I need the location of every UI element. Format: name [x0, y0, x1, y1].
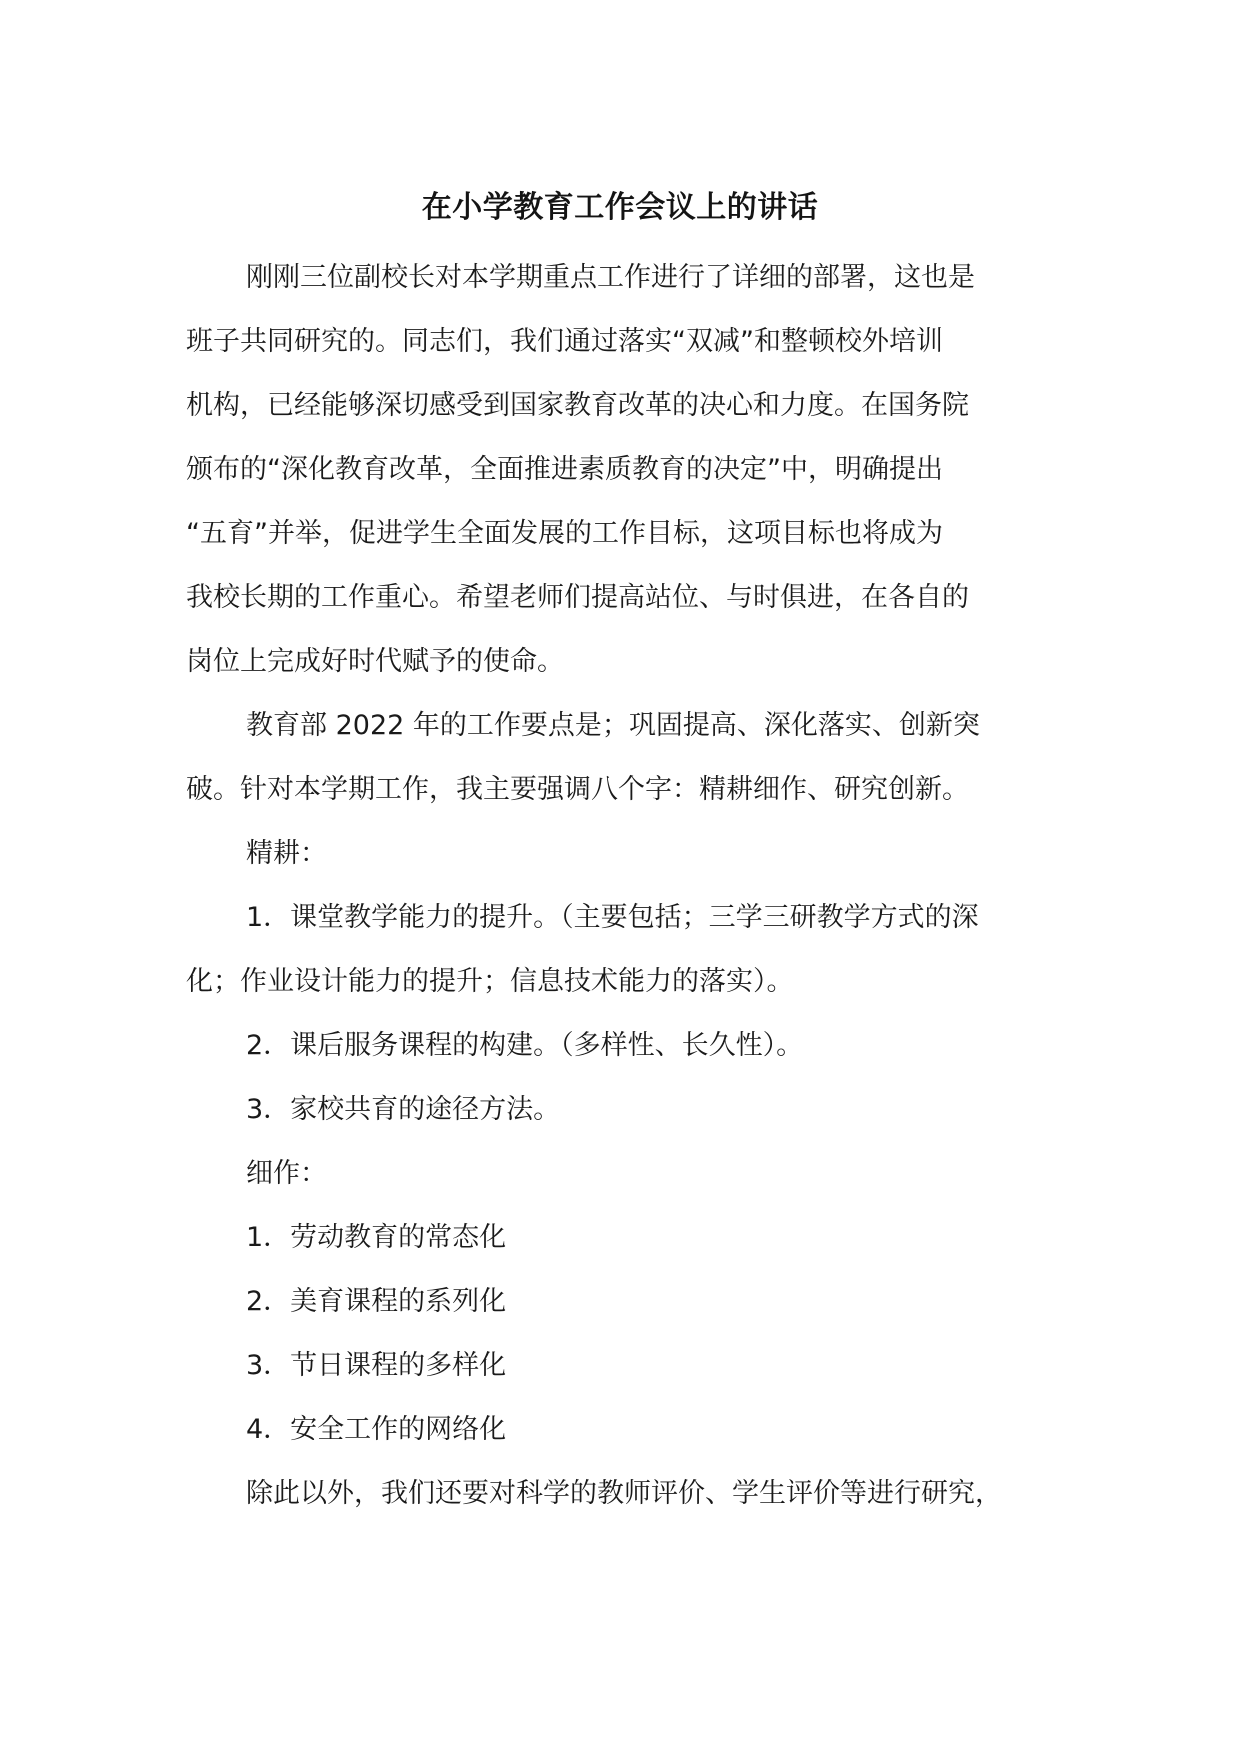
list-item-continuation: 化；作业设计能力的提升；信息技术能力的落实）。: [186, 966, 794, 997]
list-item: 3．节日课程的多样化: [246, 1350, 507, 1381]
section-heading: 细作：: [246, 1158, 327, 1189]
section-heading: 精耕：: [246, 838, 327, 869]
document-title: 在小学教育工作会议上的讲话: [421, 190, 819, 225]
paragraph-line: 除此以外，我们还要对科学的教师评价、学生评价等进行研究，: [246, 1478, 1002, 1509]
paragraph-line: 我校长期的工作重心。希望老师们提高站位、与时俱进，在各自的: [186, 582, 969, 613]
paragraph-line: 破。针对本学期工作，我主要强调八个字：精耕细作、研究创新。: [186, 774, 969, 805]
paragraph-line: 颁布的“深化教育改革，全面推进素质教育的决定”中，明确提出: [186, 454, 943, 485]
paragraph-line: 班子共同研究的。同志们，我们通过落实“双减”和整顿校外培训: [186, 326, 943, 357]
paragraph-line: 岗位上完成好时代赋予的使命。: [186, 646, 564, 677]
list-item: 2．课后服务课程的构建。（多样性、长久性）。: [246, 1030, 804, 1061]
paragraph-line: 刚刚三位副校长对本学期重点工作进行了详细的部署，这也是: [246, 262, 975, 293]
paragraph-line: 教育部 2022 年的工作要点是；巩固提高、深化落实、创新突: [246, 710, 980, 741]
paragraph-line: “五育”并举，促进学生全面发展的工作目标，这项目标也将成为: [186, 518, 943, 549]
list-item: 3．家校共育的途径方法。: [246, 1094, 561, 1125]
paragraph-line: 机构，已经能够深切感受到国家教育改革的决心和力度。在国务院: [186, 390, 969, 421]
list-item: 1．课堂教学能力的提升。（主要包括；三学三研教学方式的深: [246, 902, 979, 933]
list-item: 1．劳动教育的常态化: [246, 1222, 507, 1253]
list-item: 4．安全工作的网络化: [246, 1414, 507, 1445]
list-item: 2．美育课程的系列化: [246, 1286, 507, 1317]
